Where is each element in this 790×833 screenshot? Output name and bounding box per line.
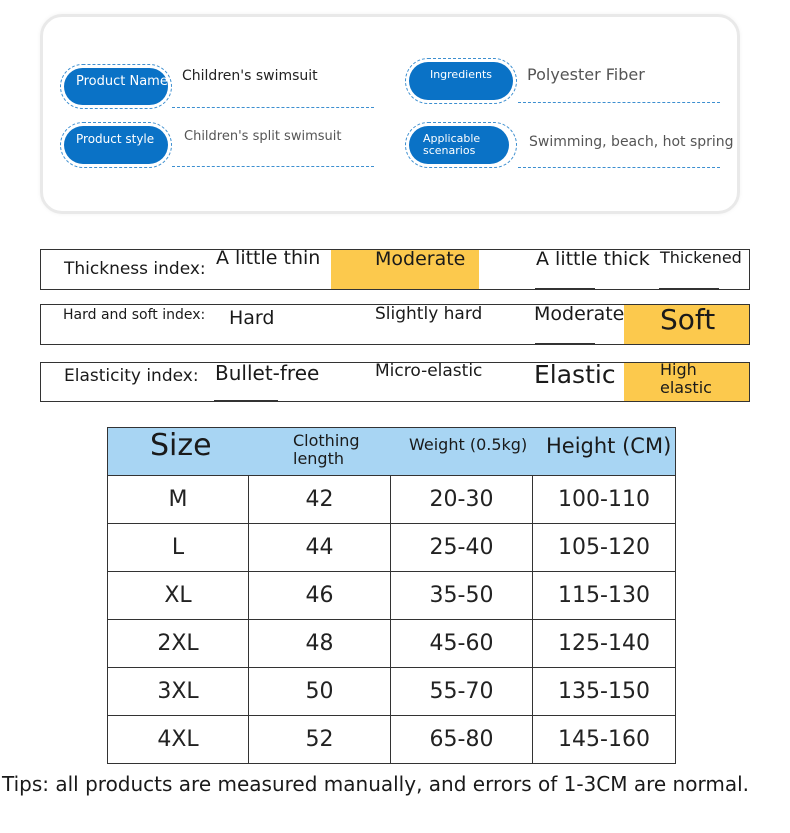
product-info-card (40, 14, 740, 214)
thickness-option-a-little-thick: A little thick (536, 248, 650, 270)
height-cell: 125-140 (558, 631, 650, 656)
height-cell: 105-120 (558, 535, 650, 560)
header-clothing-length: Clothing length (293, 431, 360, 468)
clothing-length-cell: 46 (249, 572, 391, 619)
product-style-value: Children's split swimsuit (184, 129, 342, 144)
hardness-index-label: Hard and soft index: (63, 307, 206, 323)
scenarios-divider (518, 167, 720, 168)
size-cell: M (108, 476, 249, 523)
weight-cell: 20-30 (391, 476, 533, 523)
thickness-underline-2 (659, 288, 719, 289)
header-weight: Weight (0.5kg) (409, 435, 528, 454)
thickness-underline-1 (535, 288, 595, 289)
clothing-length-cell: 48 (249, 620, 391, 667)
size-cell: 2XL (108, 620, 249, 667)
ingredients-divider (518, 102, 720, 103)
weight-cell: 35-50 (391, 572, 533, 619)
table-row (108, 572, 675, 620)
clothing-length-cell: 50 (249, 668, 391, 715)
elasticity-index-bar (40, 362, 750, 402)
product-name-pill (60, 64, 172, 109)
clothing-length-cell: 52 (249, 716, 391, 763)
hardness-underline (535, 343, 595, 344)
table-row (108, 476, 675, 524)
scenarios-pill (405, 122, 517, 168)
thickness-index-bar (40, 249, 750, 290)
elasticity-index-label: Elasticity index: (64, 366, 199, 386)
table-row (108, 668, 675, 716)
product-name-label: Product Name (64, 68, 168, 105)
thickness-index-label: Thickness index: (64, 259, 206, 279)
product-name-value: Children's swimsuit (182, 68, 318, 84)
size-table-header (108, 428, 675, 476)
header-size: Size (150, 428, 212, 463)
scenarios-label: Applicable scenarios (409, 126, 509, 164)
thickness-option-a-little-thin: A little thin (216, 247, 321, 269)
elasticity-underline (214, 400, 278, 401)
thickness-option-thickened: Thickened (660, 248, 742, 267)
height-cell: 135-150 (558, 679, 650, 704)
height-cell: 145-160 (558, 727, 650, 752)
hardness-option-slightly-hard: Slightly hard (375, 304, 483, 324)
tips-note: Tips: all products are measured manually, and errors of 1-3CM are normal. (2, 772, 749, 796)
product-name-divider (172, 107, 374, 108)
weight-cell: 65-80 (391, 716, 533, 763)
table-row (108, 524, 675, 572)
elasticity-option-elastic: Elastic (534, 360, 616, 389)
size-cell: 3XL (108, 668, 249, 715)
hardness-option-hard: Hard (229, 307, 275, 329)
hardness-option-moderate: Moderate (534, 303, 625, 325)
product-style-label: Product style (64, 126, 168, 164)
clothing-length-cell: 44 (249, 524, 391, 571)
ingredients-label: Ingredients (409, 62, 513, 100)
product-style-pill (60, 122, 172, 168)
table-row (108, 620, 675, 668)
ingredients-pill (405, 58, 517, 104)
height-cell: 115-130 (558, 583, 650, 608)
header-height: Height (CM) (546, 434, 672, 458)
ingredients-value: Polyester Fiber (527, 65, 645, 84)
scenarios-value: Swimming, beach, hot spring (529, 134, 734, 150)
weight-cell: 45-60 (391, 620, 533, 667)
size-cell: 4XL (108, 716, 249, 763)
product-style-divider (172, 166, 374, 167)
thickness-option-moderate: Moderate (375, 248, 466, 270)
hardness-index-bar (40, 304, 750, 345)
size-cell: L (108, 524, 249, 571)
weight-cell: 55-70 (391, 668, 533, 715)
elasticity-option-micro-elastic: Micro-elastic (375, 361, 483, 381)
elasticity-option-high-elastic: High elastic (660, 360, 712, 397)
weight-cell: 25-40 (391, 524, 533, 571)
clothing-length-cell: 42 (249, 476, 391, 523)
hardness-option-soft: Soft (660, 303, 716, 336)
table-row (108, 716, 675, 764)
height-cell: 100-110 (558, 487, 650, 512)
elasticity-option-bullet-free: Bullet-free (215, 361, 320, 385)
size-table (107, 427, 676, 764)
size-cell: XL (108, 572, 249, 619)
